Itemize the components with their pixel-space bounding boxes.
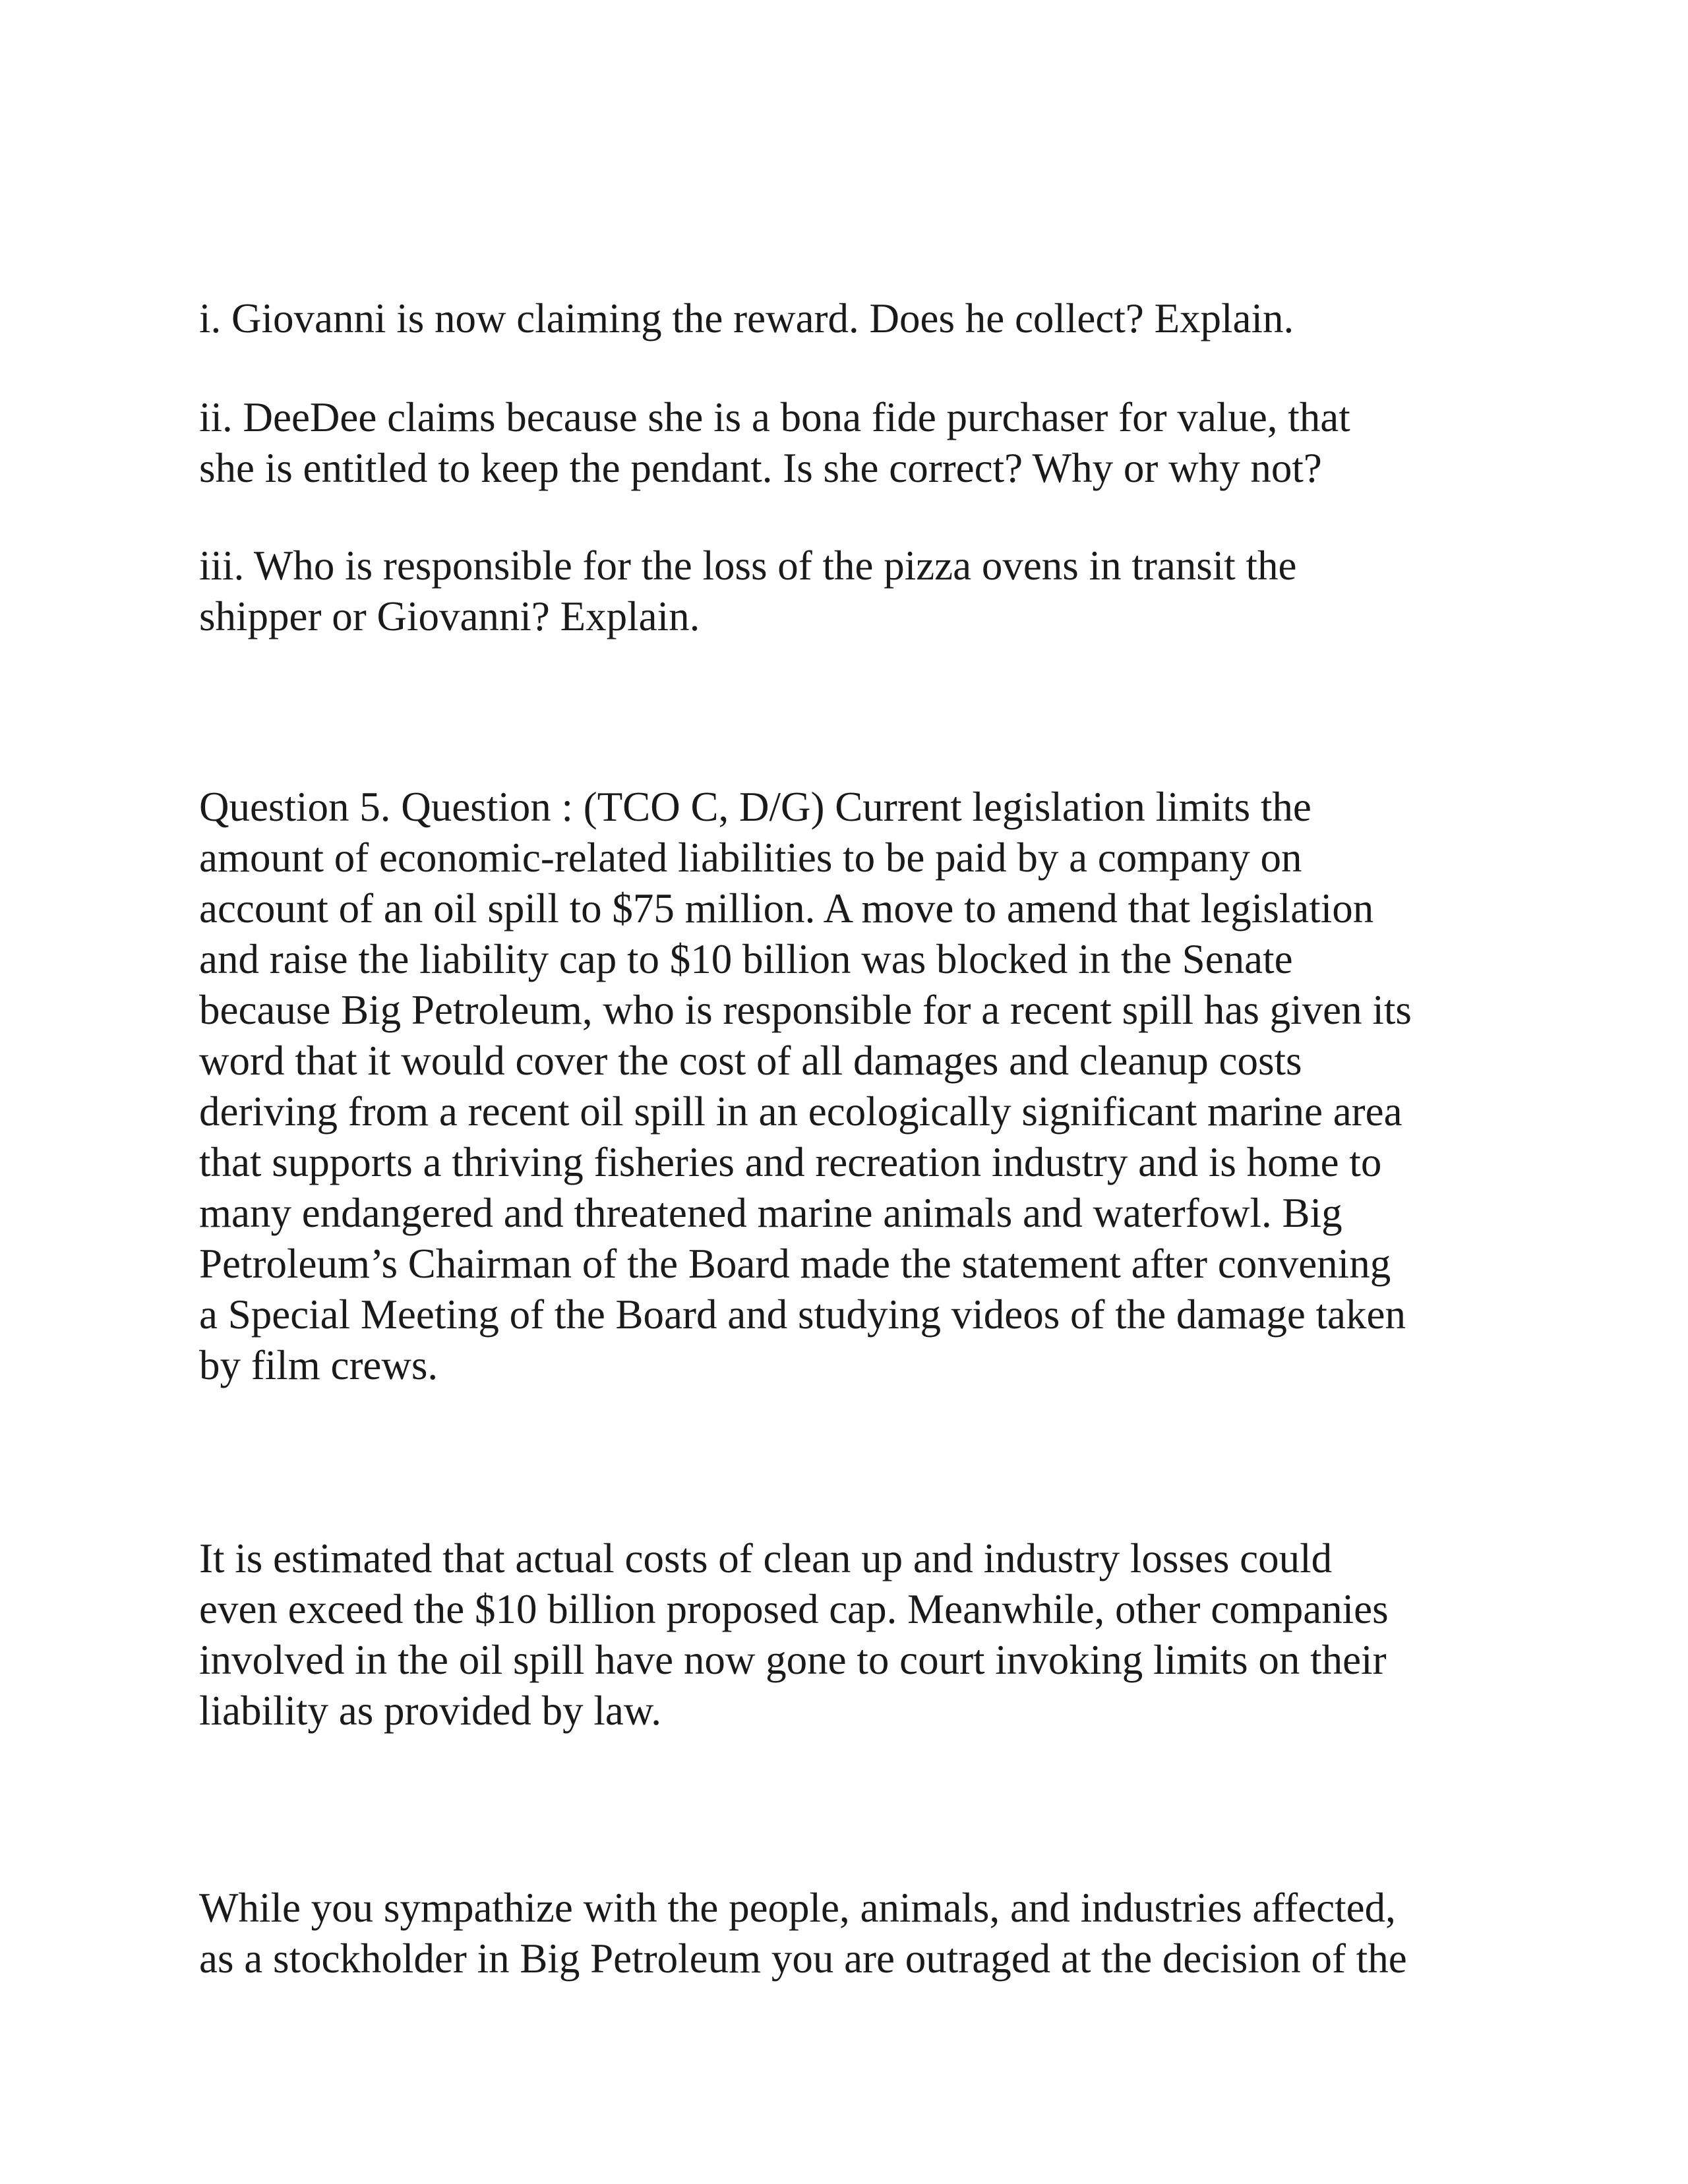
stockholder-paragraph: While you sympathize with the people, animals, and industries affected, as a stockholder in Big Petroleum you are outraged at the decision of the bbox=[199, 1885, 1407, 1982]
cost-estimate-paragraph: It is estimated that actual costs of clean up and industry losses could even exceed the $10 billion proposed cap. Meanwhile, other companies involved in the oil spill have now gone to court invoking limits on their liability as provided by law. bbox=[199, 1535, 1389, 1734]
question-iii-paragraph: iii. Who is responsible for the loss of the pizza ovens in transit the shipper or Giovanni? Explain. bbox=[199, 543, 1297, 639]
question-5-paragraph: Question 5. Question : (TCO C, D/G) Current legislation limits the amount of economic-related liabilities to be paid by a company on account of an oil spill to $75 million. A move to amend that legislation and raise the liability cap to $10 billion was blocked in the Senate because Big Petroleum, who is responsible for a recent spill has given its word that it would cover the cost of all damages and cleanup costs deriving from a recent oil spill in an ecologically significant marine area that supports a thriving fisheries and recreation industry and is home to many endangered and threatened marine animals and waterfowl. Big Petroleum’s Chairman of the Board made the statement after convening a Special Meeting of the Board and studying videos of the damage taken by film crews. bbox=[199, 784, 1412, 1388]
question-ii-paragraph: ii. DeeDee claims because she is a bona fide purchaser for value, that she is entitled to keep the pendant. Is she correct? Why or why not? bbox=[199, 394, 1350, 491]
question-i-paragraph: i. Giovanni is now claiming the reward. Does he collect? Explain. bbox=[199, 295, 1294, 341]
